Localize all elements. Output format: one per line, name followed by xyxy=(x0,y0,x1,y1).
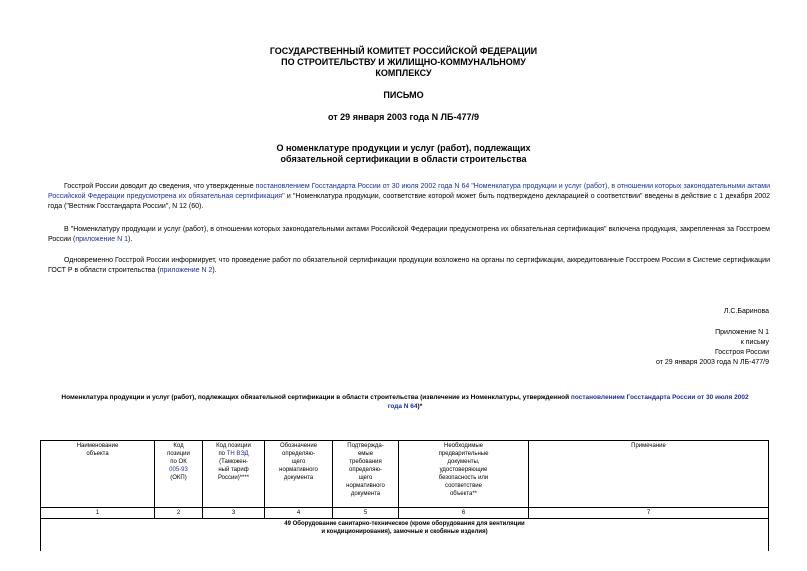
header-text: безопасность или xyxy=(438,475,489,481)
header-text: требования xyxy=(349,459,382,465)
column-header-note xyxy=(529,441,769,508)
header-text: ный тариф xyxy=(218,467,249,473)
header-text: определяю- xyxy=(348,467,382,473)
header-text: Код xyxy=(173,443,184,449)
column-number: 6 xyxy=(399,508,529,519)
subject-line-1: О номенклатуре продукции и услуг (работ), подлежащих xyxy=(276,143,531,153)
header-text: соответствие xyxy=(445,483,482,489)
paragraph-2 xyxy=(48,225,770,245)
document-date-number: от 29 января 2003 года N ЛБ-477/9 xyxy=(328,112,479,122)
column-number: 1 xyxy=(41,508,155,519)
header-text: по xyxy=(218,451,227,457)
column-number: 5 xyxy=(333,508,399,519)
table-title-text-a: Номенклатура продукции и услуг (работ), подлежащих обязательной сертификации в области строительства (извлечение из Номенклатуры, утвержденной xyxy=(61,394,571,401)
table-title-resolution-link[interactable]: постановлением Госстандарта России от 30 июля 2002 года N 64 xyxy=(387,394,749,410)
header-text: щего xyxy=(358,475,373,481)
appendix-line-4: от 29 января 2003 года N ЛБ-477/9 xyxy=(656,359,769,366)
header-text: (Таможен- xyxy=(219,459,248,465)
header-text: Код позиции xyxy=(216,443,251,449)
header-text: Подтвержда- xyxy=(347,443,384,449)
issuer-line-1: ГОСУДАРСТВЕННЫЙ КОМИТЕТ РОССИЙСКОЙ ФЕДЕРАЦИИ xyxy=(269,46,538,56)
paragraph-1-text-a: Госстрой России доводит до сведения, что утвержденные xyxy=(64,183,256,190)
signature: Л.С.Баринова xyxy=(723,308,769,315)
section-heading-line-2: и кондиционирования), замочные и скобяные изделия) xyxy=(321,529,488,535)
header-text: Примечание xyxy=(631,443,666,449)
nomenclature-table xyxy=(40,440,769,551)
appendix-line-1: Приложение N 1 xyxy=(715,329,769,336)
header-text: нормативного xyxy=(279,467,318,473)
header-text: объекта** xyxy=(449,491,478,497)
header-text: Наименование xyxy=(76,443,119,449)
header-text: документы, xyxy=(447,459,480,465)
gosstandart-resolution-link[interactable]: постановлением Госстандарта России от 30 июля 2002 года N 64 "Номенклатура продукции и услуг (работ), в отношении которых законодательными актами Российской Федерации предусмотрена их обязательная сертификация" xyxy=(48,183,770,200)
section-heading xyxy=(41,519,769,552)
column-header-object-name xyxy=(41,441,155,508)
header-text: нормативного xyxy=(346,483,385,489)
paragraph-2-text-a: В "Номенклатуру продукции и услуг (работ), в отношении которых законодательными актами Российской Федерации предусмотрена их обязательная сертификация" включена продукция, закрепленная за Госстроем России ( xyxy=(48,226,770,243)
table-header-row xyxy=(41,441,769,508)
table-title xyxy=(60,393,750,411)
ok-005-93-link[interactable]: 005-93 xyxy=(169,467,188,473)
paragraph-3 xyxy=(48,256,770,276)
appendix-1-link[interactable]: приложение N 1 xyxy=(75,236,129,243)
column-header-tnved-code xyxy=(203,441,265,508)
tnved-link[interactable]: ТН ВЭД xyxy=(226,451,249,457)
header-text: щего xyxy=(291,459,306,465)
header-text: России)**** xyxy=(217,475,250,481)
header-text: определяю- xyxy=(281,451,315,457)
column-number: 4 xyxy=(265,508,333,519)
column-header-preliminary-documents xyxy=(399,441,529,508)
section-heading-line-1: 49 Оборудование санитарно-техническое (кроме оборудования для вентиляции xyxy=(284,521,525,527)
column-header-confirmed-requirements xyxy=(333,441,399,508)
header-text: Необходимые xyxy=(443,443,483,449)
subject-line-2: обязательной сертификации в области строительства xyxy=(280,154,527,164)
appendix-line-2: к письму xyxy=(740,339,769,346)
header-text: документа xyxy=(350,491,381,497)
paragraph-1 xyxy=(48,182,770,212)
column-number: 7 xyxy=(529,508,769,519)
paragraph-2-text-b: ). xyxy=(128,236,133,243)
document-type: ПИСЬМО xyxy=(383,90,424,100)
header-text: емые xyxy=(357,451,374,457)
issuer-line-2: ПО СТРОИТЕЛЬСТВУ И ЖИЛИЩНО-КОММУНАЛЬНОМУ xyxy=(281,57,526,67)
header-text: документа xyxy=(283,475,314,481)
paragraph-1-text-b: и "Номенклатура продукции, соответствие которой может быть подтверждено декларацией о соответствии" введены в действие с 1 декабря 2002 года ("Вестник Госстандарта России", N 12 (60). xyxy=(48,193,770,210)
column-number: 2 xyxy=(155,508,203,519)
header-text: по ОК xyxy=(170,459,187,465)
table-title-text-b: )* xyxy=(417,403,423,410)
issuer-line-3: КОМПЛЕКСУ xyxy=(375,68,432,78)
paragraph-3-text-b: ). xyxy=(212,267,217,274)
section-row xyxy=(41,519,769,552)
column-header-normative-document xyxy=(265,441,333,508)
header-text: позиции xyxy=(167,451,190,457)
appendix-2-link[interactable]: приложение N 2 xyxy=(159,267,213,274)
header-text: предварительные xyxy=(438,451,489,457)
column-number: 3 xyxy=(203,508,265,519)
appendix-line-3: Госстроя России xyxy=(714,349,769,356)
header-text: удостоверяющие xyxy=(439,467,488,473)
column-header-okp-code xyxy=(155,441,203,508)
header-text: (ОКП) xyxy=(170,475,187,481)
header-text: объекта xyxy=(86,451,109,457)
paragraph-3-text-a: Одновременно Госстрой России информирует, что проведение работ по обязательной сертификации продукции возложено на органы по сертификации, аккредитованные Госстроем России в Системе сертификации ГОСТ Р в области строительства ( xyxy=(48,257,770,274)
column-number-row xyxy=(41,508,769,519)
header-text: Обозначение xyxy=(279,443,318,449)
